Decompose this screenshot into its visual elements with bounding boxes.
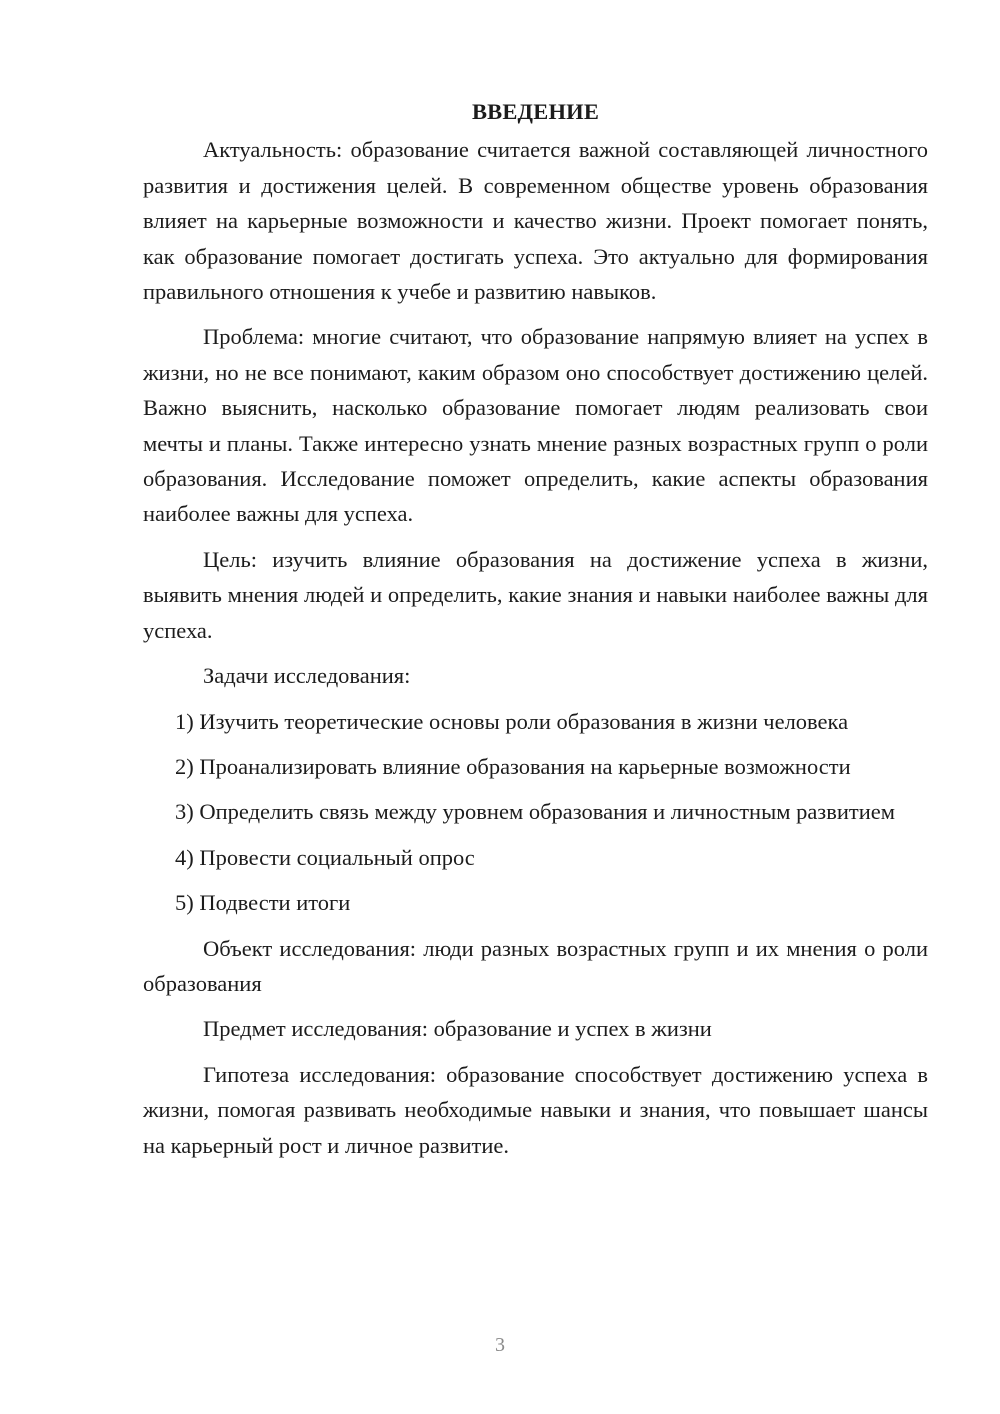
paragraph-hypothesis: Гипотеза исследования: образование способствует достижению успеха в жизни, помогая развивать необходимые навыки и знания, что повышает шансы на карьерный рост и личное развитие.: [143, 1061, 928, 1158]
paragraph-subject: Предмет исследования: образование и успех в жизни: [203, 1016, 712, 1042]
paragraph-relevance: Актуальность: образование считается важной составляющей личностного развития и достижения целей. В современном обществе уровень образования влияет на карьерные возможности и качество жизни. Проект помогает понять, как образование помогает достигать успеха. Это актуально для формирования правильного отношения к учебе и развитию навыков.: [143, 137, 928, 305]
paragraph-object: Объект исследования: люди разных возрастных групп и их мнения о роли образования: [143, 935, 928, 996]
task-item-3: 3) Определить связь между уровнем образования и личностным развитием: [175, 799, 895, 825]
task-item-4: 4) Провести социальный опрос: [175, 844, 475, 870]
paragraph-goal: Цель: изучить влияние образования на достижение успеха в жизни, выявить мнения людей и определить, какие знания и навыки наиболее важны для успеха.: [143, 546, 928, 643]
section-heading: ВВЕДЕНИЕ: [471, 99, 600, 124]
task-item-1: 1) Изучить теоретические основы роли образования в жизни человека: [175, 708, 849, 734]
task-item-5: 5) Подвести итоги: [175, 890, 351, 916]
page-number: 3: [495, 1334, 505, 1356]
task-item-2: 2) Проанализировать влияние образования на карьерные возможности: [175, 753, 851, 779]
paragraph-problem: Проблема: многие считают, что образование напрямую влияет на успех в жизни, но не все понимают, каким образом оно способствует достижению целей. Важно выяснить, насколько образование помогает людям реализовать свои мечты и планы. Также интересно узнать мнение разных возрастных групп о роли образования. Исследование поможет определить, какие аспекты образования наиболее важны для успеха.: [143, 324, 928, 527]
paragraph-tasks-title: Задачи исследования:: [203, 663, 411, 689]
document-page: [143, 94, 928, 1163]
